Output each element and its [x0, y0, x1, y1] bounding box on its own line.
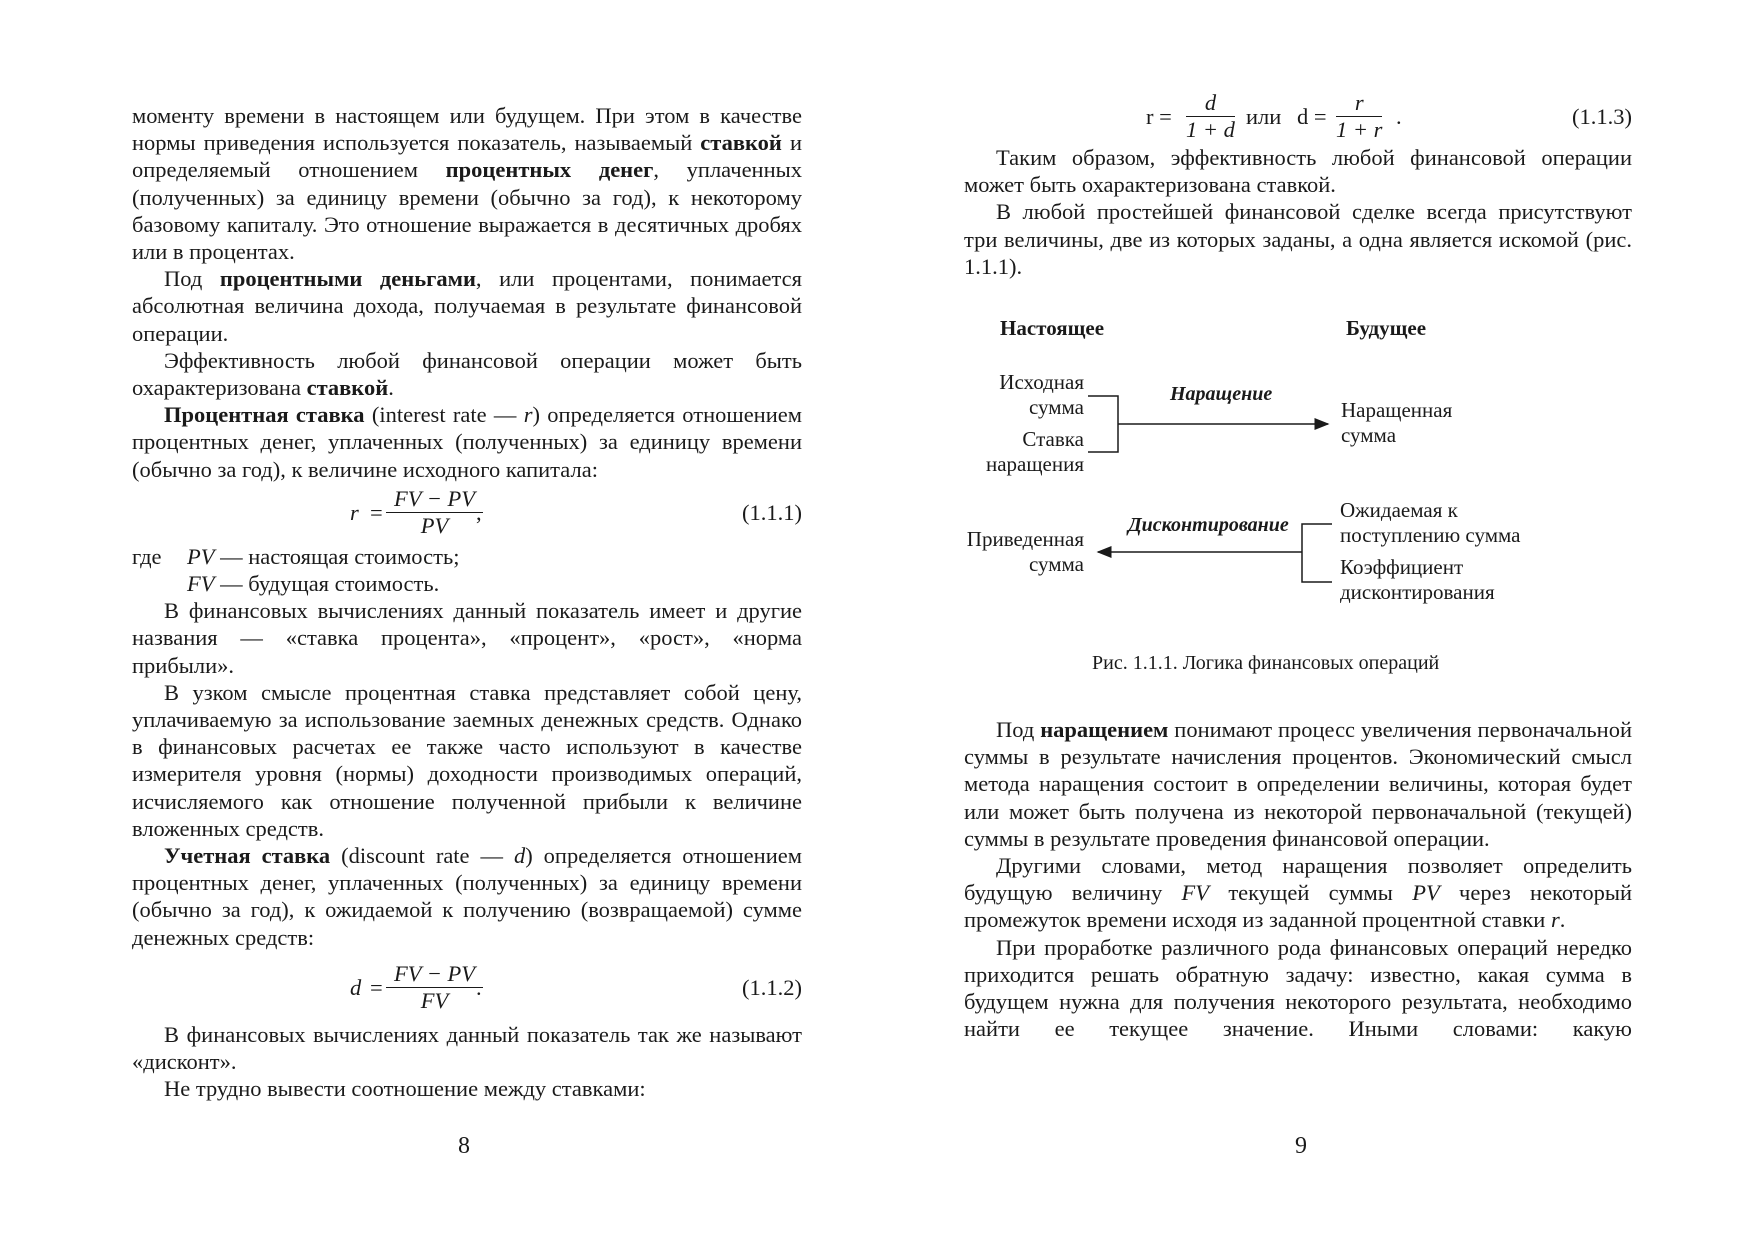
- paragraph: В финансовых вычислениях данный показатель имеет и другие названия — «ставка процента», «процент», «рост», «норма прибыли».: [132, 598, 802, 678]
- paragraph: Другими словами, метод наращения позволяет определить будущую величину FV текущей суммы PV через некоторый промежуток времени исходя из заданной процентной ставки r.: [964, 853, 1632, 933]
- accrual-bracket: [1088, 396, 1118, 452]
- label-accrual: Наращение: [1170, 383, 1273, 406]
- formula-number: (1.1.1): [742, 499, 802, 525]
- paragraph: В финансовых вычислениях данный показатель так же называют «дисконт».: [132, 1021, 802, 1075]
- paragraph: моменту времени в настоящем или будущем. При этом в качестве нормы приведения используется показатель, называемый ставкой и определяемый отношением процентных денег, уплаченных (полученных) за единицу времени (обычно за год), к некоторому базовому капиталу. Это отношение выражается в десятичных дробях или в процентах.: [132, 103, 803, 265]
- label-future: Будущее: [1346, 316, 1427, 341]
- paragraph: Учетная ставка (discount rate — d) определяется отношением процентных денег, уплаченных (полученных) за единицу времени (обычно за год), к ожидаемой к получению (возвращаемой) сумме денежных средств:: [132, 843, 802, 950]
- page-number: 9: [1295, 1133, 1307, 1159]
- left-page: [0, 0, 877, 1241]
- formula-lhs: r: [350, 499, 359, 525]
- discount-bracket: [1302, 524, 1332, 582]
- right-page: [877, 0, 1755, 1241]
- where-block: где PV — настоящая стоимость; FV — будущая стоимость.: [132, 543, 460, 597]
- paragraph: Под процентными деньгами, или процентами, понимается абсолютная величина дохода, получаемая в результате финансовой операции.: [132, 266, 802, 346]
- label-present: Настоящее: [1000, 316, 1105, 341]
- paragraph: При проработке различного рода финансовых операций нередко приходится решать обратную задачу: известно, какая сумма в будущем нужна для получения некоторого результата, необходимо найти ее текущее значение. Иными словами: какую: [964, 934, 1632, 1042]
- label-accrual-rate: Ставка наращения: [985, 427, 1084, 477]
- label-reduced-sum: Приведенная сумма: [966, 527, 1084, 577]
- left-text-column: [132, 102, 802, 1103]
- formula-number: (1.1.2): [742, 974, 802, 1000]
- label-discount-factor: Коэффициент дисконтирования: [1340, 555, 1495, 605]
- right-text-column: [964, 90, 1632, 1042]
- paragraph: Под наращением понимают процесс увеличения первоначальной суммы в результате начисления процентов. Экономический смысл метода наращения состоит в определении величины, которая будет или может быть получена из некоторой первоначальной (текущей) суммы в результате проведения финансовой операции.: [964, 717, 1632, 851]
- formula-lhs: d: [350, 974, 362, 1000]
- paragraph: В любой простейшей финансовой сделке всегда присутствуют три величины, две из которых заданы, а одна является искомой (рис. 1.1.1).: [964, 199, 1632, 279]
- page-number: 8: [458, 1133, 470, 1159]
- label-discounting: Дисконтирование: [1128, 514, 1289, 537]
- label-expected-sum: Ожидаемая к поступлению сумма: [1340, 498, 1521, 548]
- formula-1-1-2: d = $\frac{FV - PV}{FV}$ . (1.1.2): [350, 960, 802, 1013]
- label-accrued-sum: Наращенная сумма: [1341, 398, 1453, 448]
- label-initial-sum: Исходная сумма: [999, 370, 1084, 420]
- paragraph: Не трудно вывести соотношение между ставками:: [164, 1076, 646, 1102]
- formula-fraction: $\frac{FV - PV}{PV}$: [386, 486, 483, 539]
- formula-fraction: $\frac{FV - PV}{FV}$: [386, 961, 483, 1014]
- formula-1-1-1: r = $\frac{FV - PV}{PV}$ , (1.1.1): [350, 485, 802, 538]
- paragraph: Процентная ставка (interest rate — r) определяется отношением процентных денег, уплаченных (полученных) за единицу времени (обычно за год), к величине исходного капитала:: [132, 402, 802, 482]
- formula-fraction: $\frac{d}{1 + d}$: [1186, 90, 1235, 142]
- paragraph: Таким образом, эффективность любой финансовой операции может быть охарактеризована ставкой.: [964, 145, 1632, 198]
- finance-logic-diagram: [964, 280, 1632, 652]
- formula-fraction: $\frac{r}{1 + r}$: [1336, 90, 1383, 142]
- figure-caption: Рис. 1.1.1. Логика финансовых операций: [1092, 652, 1440, 675]
- paragraph: В узком смысле процентная ставка представляет собой цену, уплачиваемую за использование заемных денежных средств. Однако в финансовых расчетах ее также часто используют в качестве измерителя уровня (нормы) доходности производимых операций, исчисляемого как отношение полученной прибыли к величине вложенных средств.: [132, 679, 802, 841]
- formula-number: (1.1.3): [1572, 104, 1632, 129]
- formula-1-1-3: r = $\frac{d}{1 + d}$ или d = $\frac{r}{1 + r}$ . (1.1.3): [1146, 90, 1632, 142]
- paragraph: Эффективность любой финансовой операции может быть охарактеризована ставкой.: [132, 347, 802, 401]
